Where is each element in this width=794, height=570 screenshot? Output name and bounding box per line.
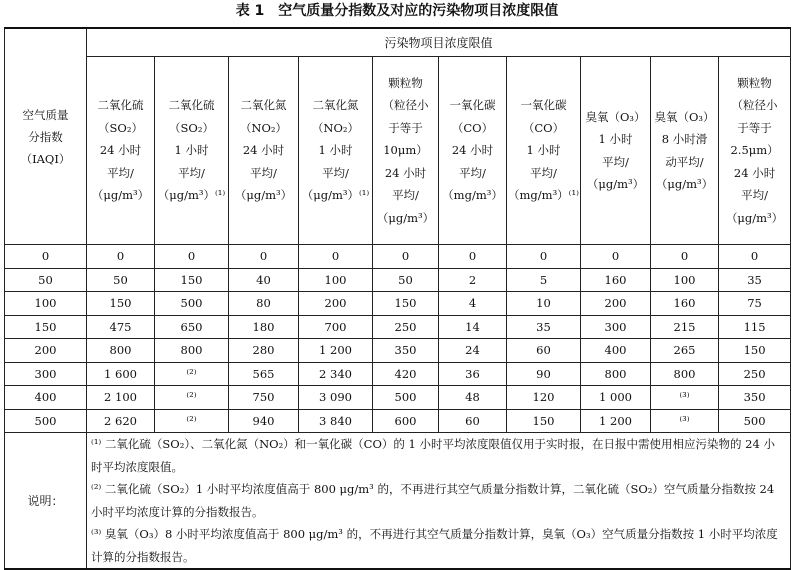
limit-value-cell: 75 — [719, 292, 791, 316]
iaqi-limits-table — [4, 27, 791, 570]
limit-value-cell: 475 — [87, 315, 155, 339]
limit-value-cell: 50 — [373, 268, 439, 292]
iaqi-header: 空气质量 分指数 （IAQI） — [5, 28, 87, 245]
limit-value-cell: 500 — [719, 409, 791, 433]
limit-value-cell: 115 — [719, 315, 791, 339]
limit-value-cell: 180 — [229, 315, 299, 339]
limit-value-cell: 60 — [439, 409, 507, 433]
iaqi-value-cell: 150 — [5, 315, 87, 339]
header-row-band — [5, 28, 791, 57]
limit-value-cell: 150 — [87, 292, 155, 316]
table-row — [5, 315, 791, 339]
limit-value-cell: 420 — [373, 362, 439, 386]
limit-value-cell: 90 — [507, 362, 581, 386]
limit-value-cell: 350 — [373, 339, 439, 363]
iaqi-value-cell: 300 — [5, 362, 87, 386]
note-2: ⁽²⁾ 二氧化硫（SO₂）1 小时平均浓度值高于 800 μg/m³ 的，不再进行其空气质量分指数计算，二氧化硫（SO₂）空气质量分指数按 24 小时平均浓度计算的分指数报告。 — [91, 482, 775, 519]
notes-cell — [87, 433, 791, 570]
limit-value-cell: 100 — [299, 268, 373, 292]
iaqi-value-cell: 0 — [5, 245, 87, 269]
limit-value-cell: 1 200 — [299, 339, 373, 363]
limit-value-cell: 0 — [155, 245, 229, 269]
col-header-no2-24h: 二氧化氮 （NO₂） 24 小时 平均/ （μg/m³） — [229, 57, 299, 245]
limit-value-cell: 0 — [87, 245, 155, 269]
limit-value-cell: 0 — [651, 245, 719, 269]
limit-value-cell: ⁽²⁾ — [155, 409, 229, 433]
note-1: ⁽¹⁾ 二氧化硫（SO₂）、二氧化氮（NO₂）和一氧化碳（CO）的 1 小时平均浓度限值仅用于实时报，在日报中需使用相应污染物的 24 小时平均浓度限值。 — [91, 437, 775, 474]
limit-value-cell: 500 — [373, 386, 439, 410]
limit-value-cell: 250 — [719, 362, 791, 386]
limit-value-cell: 40 — [229, 268, 299, 292]
limit-value-cell: 940 — [229, 409, 299, 433]
limit-value-cell: 0 — [507, 245, 581, 269]
iaqi-value-cell: 200 — [5, 339, 87, 363]
limit-value-cell: 0 — [581, 245, 651, 269]
limit-value-cell: 280 — [229, 339, 299, 363]
notes-label: 说明： — [5, 433, 87, 570]
limit-value-cell: 2 620 — [87, 409, 155, 433]
limit-value-cell: 50 — [87, 268, 155, 292]
limit-value-cell: 120 — [507, 386, 581, 410]
table-row — [5, 292, 791, 316]
col-header-so2-24h: 二氧化硫 （SO₂） 24 小时 平均/ （μg/m³） — [87, 57, 155, 245]
limit-value-cell: 0 — [719, 245, 791, 269]
limit-value-cell: 500 — [155, 292, 229, 316]
limit-value-cell: 160 — [581, 268, 651, 292]
col-header-co-1h: 一氧化碳 （CO） 1 小时 平均/ （mg/m³）⁽¹⁾ — [507, 57, 581, 245]
col-header-o3-1h: 臭氧（O₃） 1 小时 平均/ （μg/m³） — [581, 57, 651, 245]
table-body — [5, 245, 791, 433]
col-header-o3-8h: 臭氧（O₃） 8 小时滑 动平均/ （μg/m³） — [651, 57, 719, 245]
limit-value-cell: 265 — [651, 339, 719, 363]
limit-value-cell: 300 — [581, 315, 651, 339]
col-header-no2-1h: 二氧化氮 （NO₂） 1 小时 平均/ （μg/m³）⁽¹⁾ — [299, 57, 373, 245]
limit-value-cell: 14 — [439, 315, 507, 339]
table-row — [5, 386, 791, 410]
limit-value-cell: 800 — [651, 362, 719, 386]
iaqi-value-cell: 500 — [5, 409, 87, 433]
limit-value-cell: 600 — [373, 409, 439, 433]
limit-value-cell: 700 — [299, 315, 373, 339]
limit-value-cell: 150 — [719, 339, 791, 363]
limit-value-cell: 800 — [155, 339, 229, 363]
limit-value-cell: 1 600 — [87, 362, 155, 386]
limit-value-cell: 160 — [651, 292, 719, 316]
pollutant-band-header: 污染物项目浓度限值 — [87, 28, 791, 57]
limit-value-cell: 2 100 — [87, 386, 155, 410]
limit-value-cell: 4 — [439, 292, 507, 316]
limit-value-cell: 0 — [439, 245, 507, 269]
limit-value-cell: 800 — [581, 362, 651, 386]
limit-value-cell: 35 — [507, 315, 581, 339]
limit-value-cell: 400 — [581, 339, 651, 363]
table-row — [5, 339, 791, 363]
limit-value-cell: ⁽²⁾ — [155, 386, 229, 410]
limit-value-cell: 60 — [507, 339, 581, 363]
col-header-pm10-24h: 颗粒物 （粒径小 于等于 10μm） 24 小时 平均/ （μg/m³） — [373, 57, 439, 245]
limit-value-cell: 350 — [719, 386, 791, 410]
iaqi-value-cell: 50 — [5, 268, 87, 292]
limit-value-cell: 800 — [87, 339, 155, 363]
limit-value-cell: 0 — [229, 245, 299, 269]
limit-value-cell: 100 — [651, 268, 719, 292]
table-row — [5, 362, 791, 386]
limit-value-cell: 150 — [507, 409, 581, 433]
limit-value-cell: ⁽³⁾ — [651, 409, 719, 433]
limit-value-cell: 150 — [373, 292, 439, 316]
limit-value-cell: 150 — [155, 268, 229, 292]
limit-value-cell: 565 — [229, 362, 299, 386]
notes-row — [5, 433, 791, 570]
note-3: ⁽³⁾ 臭氧（O₃）8 小时平均浓度值高于 800 μg/m³ 的，不再进行其空气质量分指数计算，臭氧（O₃）空气质量分指数按 1 小时平均浓度计算的分指数报告。 — [91, 527, 778, 564]
limit-value-cell: 1 200 — [581, 409, 651, 433]
limit-value-cell: 10 — [507, 292, 581, 316]
limit-value-cell: 48 — [439, 386, 507, 410]
limit-value-cell: ⁽³⁾ — [651, 386, 719, 410]
limit-value-cell: 215 — [651, 315, 719, 339]
table-title: 表 1 空气质量分指数及对应的污染物项目浓度限值 — [235, 3, 559, 19]
limit-value-cell: 200 — [581, 292, 651, 316]
iaqi-value-cell: 100 — [5, 292, 87, 316]
limit-value-cell: 3 840 — [299, 409, 373, 433]
limit-value-cell: 650 — [155, 315, 229, 339]
limit-value-cell: 0 — [373, 245, 439, 269]
limit-value-cell: 80 — [229, 292, 299, 316]
limit-value-cell: 35 — [719, 268, 791, 292]
limit-value-cell: 3 090 — [299, 386, 373, 410]
table-row — [5, 268, 791, 292]
limit-value-cell: 5 — [507, 268, 581, 292]
limit-value-cell: 24 — [439, 339, 507, 363]
col-header-co-24h: 一氧化碳 （CO） 24 小时 平均/ （mg/m³） — [439, 57, 507, 245]
limit-value-cell: 750 — [229, 386, 299, 410]
table-row — [5, 245, 791, 269]
limit-value-cell: 200 — [299, 292, 373, 316]
limit-value-cell: 1 000 — [581, 386, 651, 410]
limit-value-cell: ⁽²⁾ — [155, 362, 229, 386]
table-row — [5, 409, 791, 433]
col-header-so2-1h: 二氧化硫 （SO₂） 1 小时 平均/ （μg/m³）⁽¹⁾ — [155, 57, 229, 245]
limit-value-cell: 0 — [299, 245, 373, 269]
limit-value-cell: 250 — [373, 315, 439, 339]
header-row-columns — [5, 57, 791, 245]
col-header-pm25-24h: 颗粒物 （粒径小 于等于 2.5μm） 24 小时 平均/ （μg/m³） — [719, 57, 791, 245]
limit-value-cell: 36 — [439, 362, 507, 386]
limit-value-cell: 2 — [439, 268, 507, 292]
iaqi-value-cell: 400 — [5, 386, 87, 410]
limit-value-cell: 2 340 — [299, 362, 373, 386]
